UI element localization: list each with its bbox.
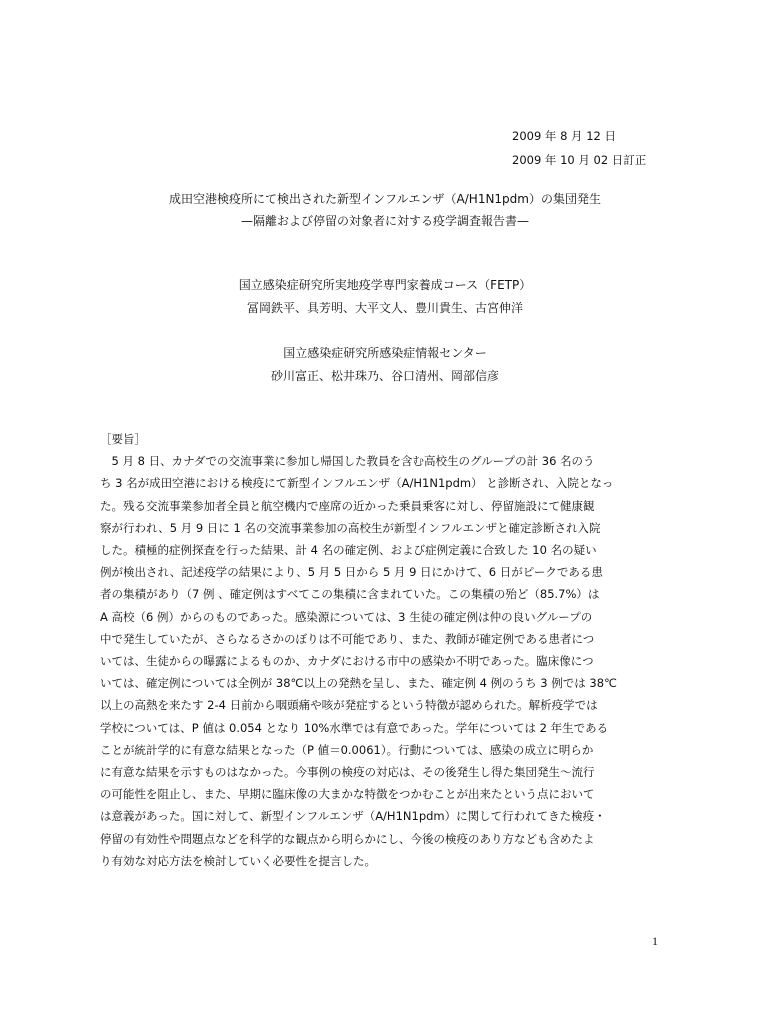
abstract-line: ことが統計学的に有意な結果となった（P 値＝0.0061）。行動については、感染の成立に明らか	[100, 742, 594, 757]
abstract-line: いては、確定例については全例が 38℃以上の発熱を呈し、また、確定例 4 例のうち 3 例では 38℃	[100, 676, 617, 691]
author-group-fetp	[100, 274, 670, 320]
report-title-block	[100, 188, 670, 232]
report-title: 成田空港検疫所にて検出された新型インフルエンザ（A/H1N1pdm）の集団発生	[169, 192, 601, 206]
abstract-line: の可能性を阻止し、また、早期に臨床像の大まかな特徴をつかむことが出来たという点において	[100, 787, 595, 802]
abstract-line: は意義があった。国に対して、新型インフルエンザ（A/H1N1pdm）に関して行われてきた検疫・	[100, 809, 606, 824]
abstract-line: した。積極的症例探査を行った結果、計 4 名の確定例、および症例定義に合致した 10 名の疑い	[100, 543, 597, 558]
report-subtitle: —隔離および停留の対象者に対する疫学調査報告書—	[240, 214, 529, 228]
date-block	[512, 124, 646, 172]
abstract-line: 者の集積があり（7 例 、確定例はすべてこの集積に含まれていた。この集積の殆ど（85.7%）は	[100, 587, 600, 602]
author-names: 冨岡鉄平、具芳明、大平文人、豊川貴生、古宮伸洋	[246, 301, 523, 315]
abstract-line: 例が検出され、記述疫学の結果により、5 月 5 日から 5 月 9 日にかけて、6 日がピークである患	[100, 565, 603, 580]
abstract-line: た。残る交流事業参加者全員と航空機内で座席の近かった乗員乗客に対し、停留施設にて健康観	[100, 498, 595, 513]
abstract-line: 以上の高熱を来たす 2-4 日前から咽頭痛や咳が発症するという特徴が認められた。解析疫学では	[100, 698, 598, 713]
abstract-line: 学校については、P 値は 0.054 となり 10%水準では有意であった。学年については 2 年生である	[100, 720, 609, 735]
abstract-line: ち 3 名が成田空港における検疫にて新型インフルエンザ（A/H1N1pdm） と診断され、入院となっ	[100, 476, 614, 491]
abstract-line: A 高校（6 例）からのものであった。感染源については、3 生徒の確定例は仲の良いグループの	[100, 609, 593, 624]
author-names: 砂川富正、松井珠乃、谷口清州、岡部信彦	[270, 369, 499, 383]
issue-date: 2009 年 8 月 12 日	[512, 129, 616, 143]
abstract-line: 察が行われ、5 月 9 日に 1 名の交流事業参加の高校生が新型インフルエンザと確定診断され入院	[100, 520, 601, 535]
abstract-heading: ［要旨］	[100, 432, 146, 446]
author-group-idsc	[100, 342, 670, 388]
abstract-line: り有効な対応方法を検討していく必要性を提言した。	[100, 853, 376, 868]
abstract-line: に有意な結果を示すものはなかった。今事例の検疫の対応は、その後発生し得た集団発生～流行	[100, 765, 595, 780]
abstract-section	[100, 428, 670, 872]
affiliation: 国立感染症研究所実地疫学専門家養成コース（FETP）	[238, 278, 532, 292]
abstract-line: 停留の有効性や問題点などを科学的な観点から明らかにし、今後の検疫のあり方なども含めたよ	[100, 831, 595, 846]
affiliation: 国立感染症研究所感染症情報センター	[283, 346, 487, 360]
page-number: 1	[652, 934, 658, 948]
abstract-line: 5 月 8 日、カナダでの交流事業に参加し帰国した教員を含む高校生のグループの計 36 名のう	[100, 454, 595, 469]
revision-date: 2009 年 10 月 02 日訂正	[512, 153, 647, 167]
abstract-line: いては、生徒からの曝露によるものか、カナダにおける市中の感染か不明であった。臨床像につ	[100, 654, 594, 669]
abstract-line: 中で発生していたが、さらなるさかのぼりは不可能であり、また、教師が確定例である患者につ	[100, 631, 595, 646]
